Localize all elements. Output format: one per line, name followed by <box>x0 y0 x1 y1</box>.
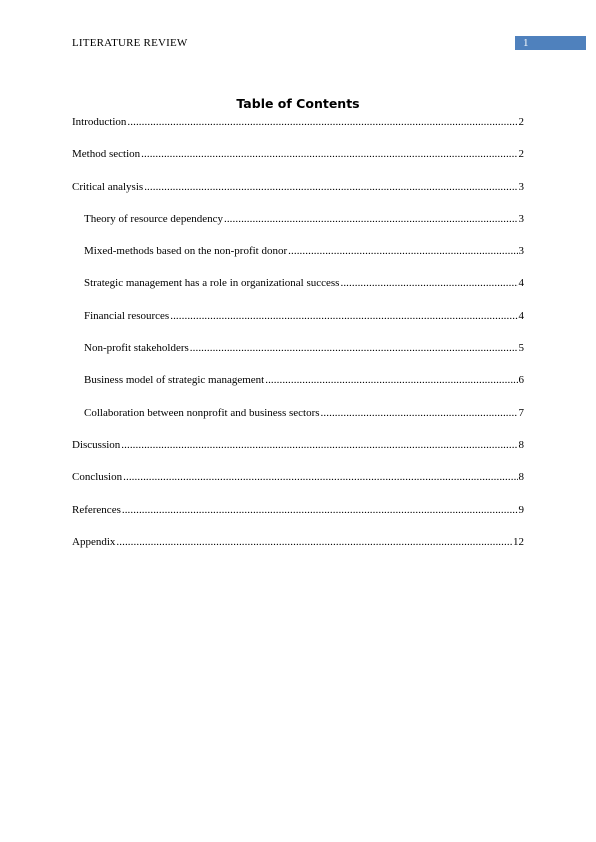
toc-dot-leader <box>321 406 518 420</box>
toc-entry-page: 12 <box>513 535 524 548</box>
page-number-badge: 1 <box>515 36 586 50</box>
toc-entry-business-model[interactable] <box>72 373 524 387</box>
toc-entry-label: References <box>72 503 121 516</box>
toc-entry-page: 4 <box>518 277 524 290</box>
toc-dot-leader <box>116 535 512 549</box>
toc-entry-page: 5 <box>518 342 524 355</box>
toc-dot-leader <box>288 244 517 258</box>
toc-entry-label: Method section <box>72 148 141 161</box>
toc-entry-page: 8 <box>518 471 524 484</box>
toc-entry-page: 6 <box>518 374 524 387</box>
toc-entry-conclusion[interactable] <box>72 470 524 484</box>
toc-entry-discussion[interactable] <box>72 438 524 452</box>
toc-dot-leader <box>190 341 518 355</box>
toc-entry-label: Theory of resource dependency <box>84 212 223 225</box>
toc-entry-label: Critical analysis <box>72 180 144 193</box>
toc-entry-label: Mixed-methods based on the non-profit donor <box>84 245 288 258</box>
toc-dot-leader <box>123 470 517 484</box>
toc-entry-label: Conclusion <box>72 471 123 484</box>
toc-dot-leader <box>224 212 518 226</box>
toc-entry-appendix[interactable] <box>72 535 524 549</box>
toc-entry-theory-of-resource-dependency[interactable] <box>72 212 524 226</box>
toc-entry-strategic-management-role[interactable] <box>72 276 524 290</box>
table-of-contents <box>72 115 524 567</box>
toc-dot-leader <box>340 276 517 290</box>
toc-dot-leader <box>265 373 517 387</box>
toc-entry-page: 2 <box>518 148 524 161</box>
toc-dot-leader <box>122 503 518 517</box>
toc-entry-label: Introduction <box>72 116 127 128</box>
toc-entry-page: 3 <box>518 245 524 258</box>
toc-entry-label: Discussion <box>72 438 121 451</box>
toc-entry-label: Appendix <box>72 535 116 548</box>
toc-entry-financial-resources[interactable] <box>72 309 524 323</box>
toc-entry-label: Financial resources <box>84 309 170 322</box>
toc-entry-label: Business model of strategic management <box>84 374 265 387</box>
toc-entry-page: 3 <box>518 212 524 225</box>
toc-entry-page: 3 <box>518 180 524 193</box>
toc-dot-leader <box>121 438 517 452</box>
toc-dot-leader <box>127 115 517 129</box>
running-header-title: LITERATURE REVIEW <box>72 37 188 49</box>
toc-heading: Table of Contents <box>236 96 360 111</box>
toc-entry-label: Collaboration between nonprofit and business sectors <box>84 406 320 419</box>
toc-entry-page: 9 <box>518 503 524 516</box>
toc-entry-label: Non-profit stakeholders <box>84 342 189 355</box>
toc-dot-leader <box>170 309 517 323</box>
toc-entry-page: 2 <box>518 116 524 128</box>
toc-entry-introduction[interactable] <box>72 115 524 129</box>
toc-entry-collaboration[interactable] <box>72 406 524 420</box>
toc-entry-critical-analysis[interactable] <box>72 180 524 194</box>
toc-entry-page: 4 <box>518 309 524 322</box>
toc-entry-page: 8 <box>518 438 524 451</box>
toc-entry-mixed-methods[interactable] <box>72 244 524 258</box>
toc-dot-leader <box>141 147 517 161</box>
toc-entry-method-section[interactable] <box>72 147 524 161</box>
toc-entry-label: Strategic management has a role in organizational success <box>84 277 340 290</box>
toc-entry-non-profit-stakeholders[interactable] <box>72 341 524 355</box>
toc-dot-leader <box>144 180 517 194</box>
toc-entry-references[interactable] <box>72 503 524 517</box>
toc-entry-page: 7 <box>518 406 524 419</box>
